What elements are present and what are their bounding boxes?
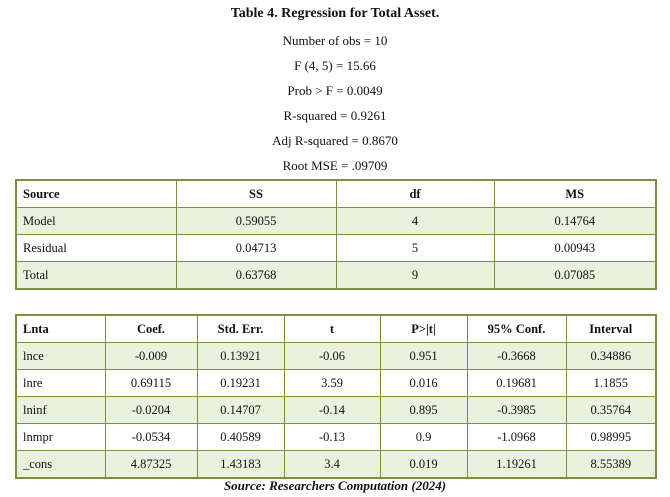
column-header: Coef. (105, 315, 197, 343)
table-cell: Total (16, 262, 176, 290)
column-header: SS (176, 180, 336, 208)
table-cell: 0.69115 (105, 370, 197, 397)
stat-r-squared: R-squared = 0.9261 (283, 108, 387, 123)
table-row (16, 235, 656, 262)
table-cell: -1.0968 (467, 424, 566, 451)
source-caption: Source: Researchers Computation (2024) (223, 478, 447, 493)
table-header-row (16, 180, 656, 208)
table-cell: -0.06 (284, 343, 380, 370)
table-cell: 1.19261 (467, 451, 566, 479)
table-cell: 1.43183 (197, 451, 284, 479)
column-header: P>|t| (380, 315, 467, 343)
table-cell: -0.13 (284, 424, 380, 451)
table-cell: 8.55389 (566, 451, 656, 479)
table-cell: 0.13921 (197, 343, 284, 370)
table-cell: -0.3985 (467, 397, 566, 424)
stat-number-of-obs: Number of obs = 10 (282, 33, 388, 48)
table-cell: -0.009 (105, 343, 197, 370)
table-cell: 3.4 (284, 451, 380, 479)
table-cell: 0.34886 (566, 343, 656, 370)
table-row (16, 451, 656, 479)
stat-prob-f: Prob > F = 0.0049 (287, 83, 383, 98)
table-cell: 0.04713 (176, 235, 336, 262)
column-header: t (284, 315, 380, 343)
table-cell: 0.59055 (176, 208, 336, 235)
table-cell: 9 (336, 262, 494, 290)
table-cell: lninf (16, 397, 105, 424)
table-cell: 0.016 (380, 370, 467, 397)
table-cell: 0.19681 (467, 370, 566, 397)
table-cell: lnce (16, 343, 105, 370)
table-row (16, 208, 656, 235)
table-cell: 0.07085 (494, 262, 656, 290)
table-row (16, 262, 656, 290)
table-cell: Residual (16, 235, 176, 262)
column-header: Source (16, 180, 176, 208)
table-cell: -0.3668 (467, 343, 566, 370)
column-header: 95% Conf. (467, 315, 566, 343)
table-cell: -0.0534 (105, 424, 197, 451)
column-header: df (336, 180, 494, 208)
coefficients-table (15, 314, 657, 479)
column-header: Std. Err. (197, 315, 284, 343)
table-cell: 5 (336, 235, 494, 262)
table-cell: 0.9 (380, 424, 467, 451)
table-cell: 0.895 (380, 397, 467, 424)
table-cell: 0.98995 (566, 424, 656, 451)
table-cell: 0.019 (380, 451, 467, 479)
table-cell: 0.35764 (566, 397, 656, 424)
table-cell: 0.19231 (197, 370, 284, 397)
anova-table (15, 179, 657, 290)
stat-root-mse: Root MSE = .09709 (282, 158, 388, 173)
table-cell: 0.00943 (494, 235, 656, 262)
column-header: Interval (566, 315, 656, 343)
table-cell: -0.0204 (105, 397, 197, 424)
column-header: Lnta (16, 315, 105, 343)
table-cell: lnmpr (16, 424, 105, 451)
table-row (16, 397, 656, 424)
table-cell: 0.951 (380, 343, 467, 370)
table-cell: Model (16, 208, 176, 235)
table-cell: 4.87325 (105, 451, 197, 479)
table-cell: 0.63768 (176, 262, 336, 290)
stat-f-statistic: F (4, 5) = 15.66 (294, 58, 376, 73)
column-header: MS (494, 180, 656, 208)
table-row (16, 370, 656, 397)
table-cell: 0.40589 (197, 424, 284, 451)
table-row (16, 424, 656, 451)
stat-adj-r-squared: Adj R-squared = 0.8670 (272, 133, 398, 148)
table-cell: -0.14 (284, 397, 380, 424)
table-cell: 0.14707 (197, 397, 284, 424)
table-cell: 0.14764 (494, 208, 656, 235)
table-cell: _cons (16, 451, 105, 479)
table-row (16, 343, 656, 370)
table-cell: 1.1855 (566, 370, 656, 397)
table-cell: lnre (16, 370, 105, 397)
table-header-row (16, 315, 656, 343)
table-cell: 3.59 (284, 370, 380, 397)
table-cell: 4 (336, 208, 494, 235)
table-title: Table 4. Regression for Total Asset. (230, 6, 440, 21)
